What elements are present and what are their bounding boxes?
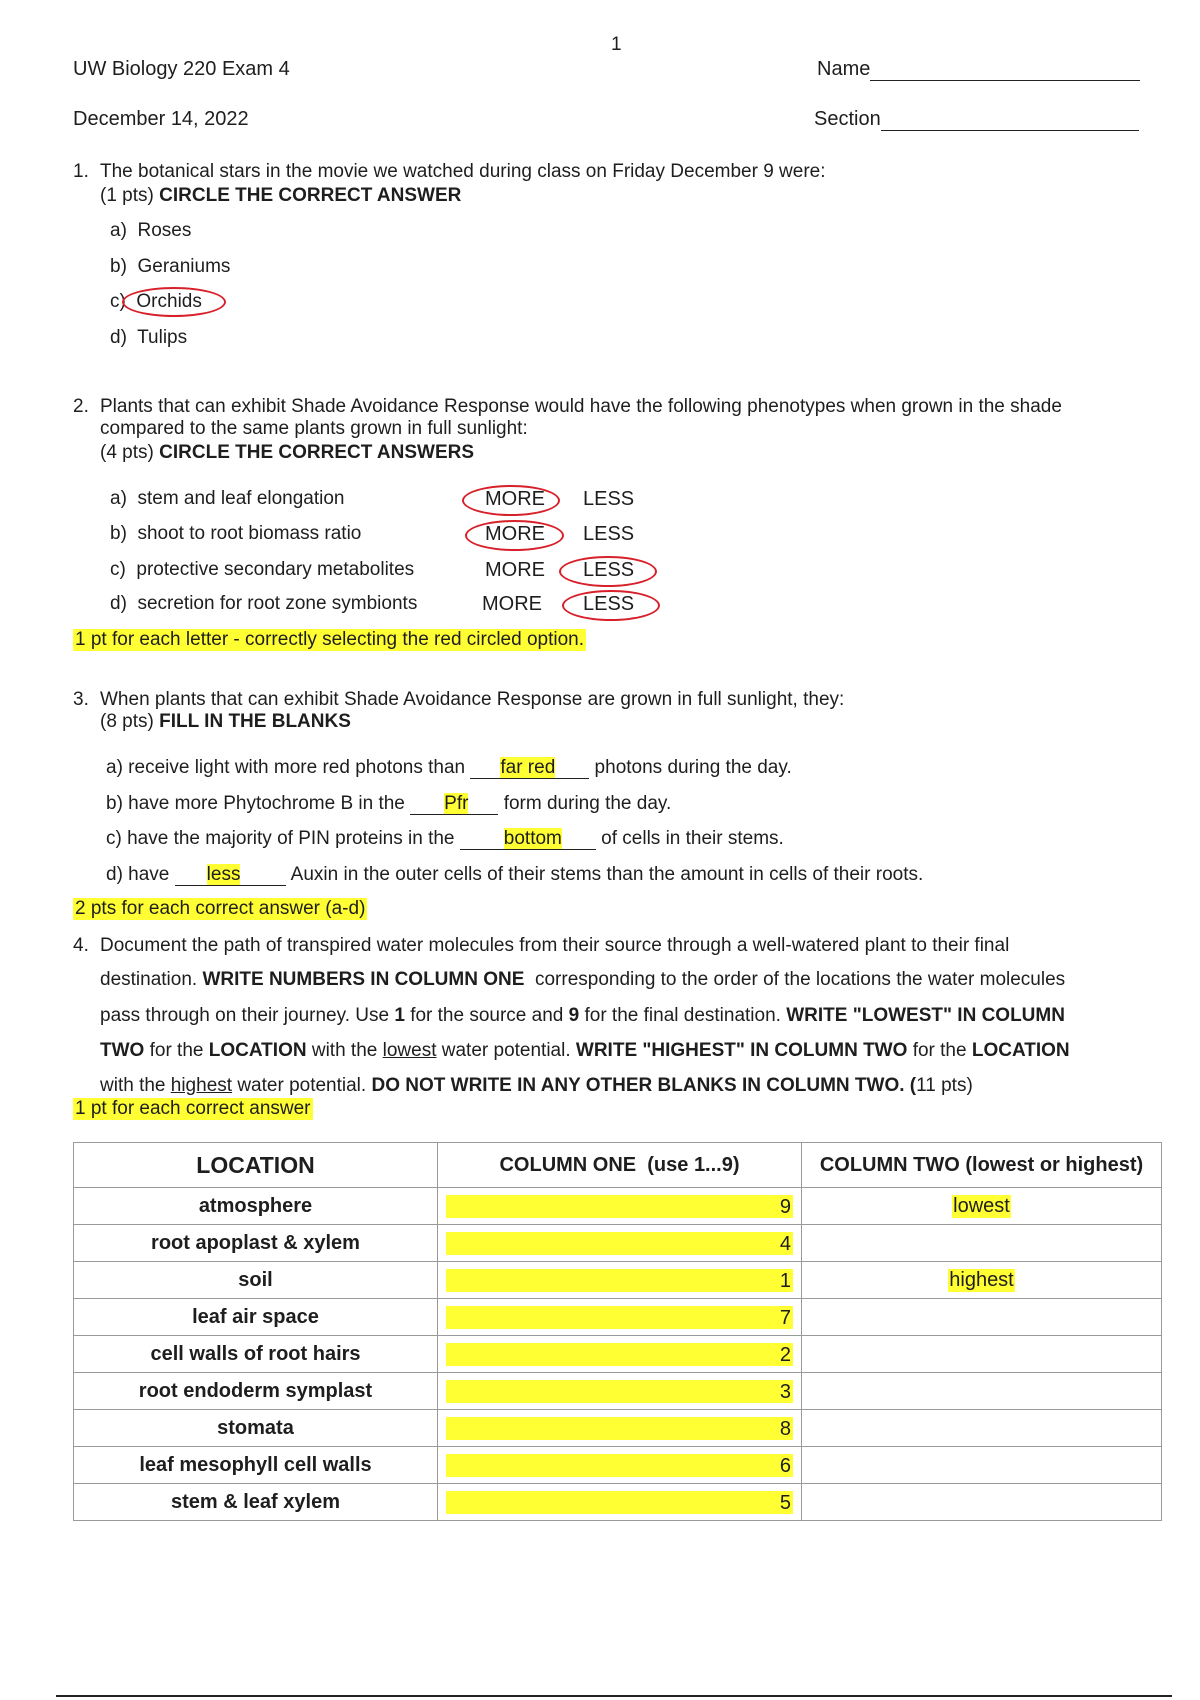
q3-instruction-text: FILL IN THE BLANKS <box>159 711 351 732</box>
q2b-less[interactable]: LESS <box>583 523 635 545</box>
q2-number: 2. <box>73 396 89 417</box>
q1-option-b[interactable] <box>110 256 230 278</box>
q3d-answer: less <box>206 864 241 885</box>
table-row <box>74 1262 1162 1299</box>
q4-text: 11 pts) <box>916 1075 973 1096</box>
q2-text-line1: Plants that can exhibit Shade Avoidance Response would have the following phenotypes when grown in the shade <box>100 396 1062 417</box>
q2-instruction <box>100 442 474 464</box>
column-two-cell[interactable] <box>802 1336 1162 1373</box>
q1-instruction-text: CIRCLE THE CORRECT ANSWER <box>159 185 462 206</box>
location-cell: stem & leaf xylem <box>74 1484 438 1521</box>
q2-grading-note: 1 pt for each letter - correctly selecting the red circled option. <box>75 629 585 650</box>
q1-number: 1. <box>73 161 89 182</box>
q4-underlined: highest <box>170 1075 233 1096</box>
column-two-cell[interactable] <box>802 1225 1162 1262</box>
column-two-cell[interactable] <box>802 1299 1162 1336</box>
q3-item-b <box>106 793 671 815</box>
q4-text: for the source and <box>410 1005 564 1026</box>
q4-bold: LOCATION <box>971 1040 1070 1061</box>
table-row <box>74 1373 1162 1410</box>
table-header-row <box>74 1143 1162 1188</box>
location-cell: atmosphere <box>74 1188 438 1225</box>
q4-bold: TWO <box>100 1040 145 1061</box>
q4-line-2 <box>100 969 1065 991</box>
q3a-suffix: photons during the day. <box>589 757 792 778</box>
location-cell: leaf air space <box>74 1299 438 1336</box>
q3-instruction <box>100 711 351 733</box>
q2c-less[interactable]: LESS <box>583 559 635 581</box>
q4-text: water potential. <box>237 1075 367 1096</box>
option-text: Geraniums <box>137 256 231 277</box>
q2-instruction-text: CIRCLE THE CORRECT ANSWERS <box>159 442 475 463</box>
item-text: protective secondary metabolites <box>136 559 415 580</box>
item-letter: d) <box>110 593 127 614</box>
column-one-value: 2 <box>446 1343 793 1366</box>
water-path-table <box>73 1142 1162 1521</box>
q3-item-d <box>106 864 923 886</box>
q4-line-5 <box>100 1075 973 1097</box>
column-one-cell[interactable] <box>438 1188 802 1225</box>
location-cell: leaf mesophyll cell walls <box>74 1447 438 1484</box>
section-blank[interactable] <box>881 110 1139 131</box>
column-one-value: 1 <box>446 1269 793 1292</box>
item-letter: b) <box>110 523 127 544</box>
q4-line-1: Document the path of transpired water molecules from their source through a well-watered plant to their final <box>100 935 1010 956</box>
q4-text: corresponding to the order of the locations the water molecules <box>534 969 1066 990</box>
page-bottom-rule <box>56 1695 1172 1697</box>
option-text: Roses <box>137 220 192 241</box>
q3d-suffix: Auxin in the outer cells of their stems than the amount in cells of their roots. <box>286 864 924 885</box>
q4-text: water potential. <box>441 1040 571 1061</box>
q4-text: for the final destination. <box>584 1005 781 1026</box>
q1-option-d[interactable] <box>110 327 187 349</box>
column-one-cell[interactable] <box>438 1262 802 1299</box>
option-letter: b) <box>110 256 127 277</box>
option-letter: c) <box>110 291 126 312</box>
column-one-value: 9 <box>446 1195 793 1218</box>
header-column-two: COLUMN TWO (lowest or highest) <box>802 1143 1162 1188</box>
location-cell: soil <box>74 1262 438 1299</box>
q3c-suffix: of cells in their stems. <box>595 828 784 849</box>
page-number: 1 <box>611 34 622 55</box>
q3b-blank[interactable] <box>410 794 498 815</box>
q1-option-a[interactable] <box>110 220 191 242</box>
q2a-more[interactable]: MORE <box>485 488 545 510</box>
q4-text: for the <box>912 1040 967 1061</box>
q2c-answer-circle <box>559 556 657 587</box>
q4-text: with the <box>100 1075 166 1096</box>
item-text: secretion for root zone symbionts <box>137 593 418 614</box>
q4-text: pass through on their journey. Use <box>100 1005 390 1026</box>
column-one-value: 5 <box>446 1491 793 1514</box>
q1-text: The botanical stars in the movie we watched during class on Friday December 9 were: <box>100 161 826 182</box>
q3-item-c <box>106 828 784 850</box>
q4-line-4 <box>100 1040 1070 1062</box>
column-one-cell[interactable] <box>438 1447 802 1484</box>
column-two-cell[interactable] <box>802 1410 1162 1447</box>
q2b-answer-circle <box>465 520 564 551</box>
table-row <box>74 1484 1162 1521</box>
q2a-less[interactable]: LESS <box>583 488 635 510</box>
q4-grading-note: 1 pt for each correct answer <box>75 1098 311 1119</box>
location-cell: root apoplast & xylem <box>74 1225 438 1262</box>
column-one-value: 6 <box>446 1454 793 1477</box>
column-one-value: 4 <box>446 1232 793 1255</box>
column-one-cell[interactable] <box>438 1410 802 1447</box>
q4-text: destination. <box>100 969 198 990</box>
q1-instruction <box>100 185 461 207</box>
column-two-cell[interactable] <box>802 1484 1162 1521</box>
column-one-cell[interactable] <box>438 1484 802 1521</box>
q3b-prefix: b) have more Phytochrome B in the <box>106 793 411 814</box>
q2d-less[interactable]: LESS <box>583 593 635 615</box>
q4-text: for the <box>149 1040 204 1061</box>
location-cell: root endoderm symplast <box>74 1373 438 1410</box>
table-row <box>74 1225 1162 1262</box>
option-text: Orchids <box>136 291 202 312</box>
q3c-blank[interactable] <box>460 829 596 850</box>
q4-line-3 <box>100 1005 1065 1027</box>
item-text: shoot to root biomass ratio <box>137 523 362 544</box>
name-label: Name <box>817 58 871 80</box>
q2a-answer-circle <box>462 485 560 516</box>
column-one-cell[interactable] <box>438 1225 802 1262</box>
item-letter: a) <box>110 488 127 509</box>
q4-bold: LOCATION <box>208 1040 307 1061</box>
header-column-one: COLUMN ONE (use 1...9) <box>438 1143 802 1188</box>
option-letter: d) <box>110 327 127 348</box>
name-field[interactable] <box>817 58 1140 81</box>
q4-bold: 9 <box>568 1005 580 1026</box>
item-text: stem and leaf elongation <box>137 488 345 509</box>
column-two-cell[interactable] <box>802 1447 1162 1484</box>
q3a-answer: far red <box>500 757 556 778</box>
column-one-cell[interactable] <box>438 1299 802 1336</box>
table-row <box>74 1410 1162 1447</box>
q4-bold: DO NOT WRITE IN ANY OTHER BLANKS IN COLUMN TWO. ( <box>371 1075 917 1096</box>
column-one-value: 7 <box>446 1306 793 1329</box>
q4-bold: WRITE "LOWEST" IN COLUMN <box>786 1005 1065 1026</box>
table-row <box>74 1336 1162 1373</box>
q4-underlined: lowest <box>382 1040 437 1061</box>
table-row <box>74 1299 1162 1336</box>
q3c-prefix: c) have the majority of PIN proteins in the <box>106 828 460 849</box>
q3-number: 3. <box>73 689 89 710</box>
option-letter: a) <box>110 220 127 241</box>
q3d-prefix: d) have <box>106 864 175 885</box>
exam-date: December 14, 2022 <box>73 108 249 130</box>
option-text: Tulips <box>137 327 188 348</box>
q2b-more[interactable]: MORE <box>485 523 545 545</box>
exam-title: UW Biology 220 Exam 4 <box>73 58 290 80</box>
section-field[interactable] <box>814 108 1139 131</box>
item-letter: c) <box>110 559 126 580</box>
q4-bold: WRITE "HIGHEST" IN COLUMN TWO <box>575 1040 908 1061</box>
q4-number: 4. <box>73 935 89 956</box>
q3b-suffix: form during the day. <box>498 793 672 814</box>
q2d-answer-circle <box>562 590 660 621</box>
q3a-blank[interactable] <box>470 758 589 779</box>
q2-points: (4 pts) <box>100 442 154 463</box>
q3-points: (8 pts) <box>100 711 154 732</box>
q2d-more[interactable]: MORE <box>482 593 542 615</box>
q2c-more[interactable]: MORE <box>485 559 545 581</box>
column-two-cell[interactable] <box>802 1188 1162 1225</box>
q1-points: (1 pts) <box>100 185 154 206</box>
q4-bold: WRITE NUMBERS IN COLUMN ONE <box>202 969 525 990</box>
column-two-cell[interactable] <box>802 1373 1162 1410</box>
q1-answer-circle <box>122 287 226 317</box>
q3-text: When plants that can exhibit Shade Avoidance Response are grown in full sunlight, they: <box>100 689 845 710</box>
column-two-value: lowest <box>953 1194 1010 1217</box>
table-row <box>74 1188 1162 1225</box>
name-blank[interactable] <box>870 60 1140 81</box>
column-two-value: highest <box>949 1268 1014 1291</box>
q3-grading-note: 2 pts for each correct answer (a-d) <box>75 898 366 919</box>
column-one-value: 3 <box>446 1380 793 1403</box>
table-row <box>74 1447 1162 1484</box>
q3d-blank[interactable] <box>175 865 287 886</box>
q3a-prefix: a) receive light with more red photons than <box>106 757 471 778</box>
header-location: LOCATION <box>74 1143 438 1188</box>
q3-item-a <box>106 757 792 779</box>
q4-text: with the <box>311 1040 378 1061</box>
column-one-cell[interactable] <box>438 1373 802 1410</box>
section-label: Section <box>814 108 881 130</box>
q3c-answer: bottom <box>503 828 562 849</box>
column-two-cell[interactable] <box>802 1262 1162 1299</box>
column-one-cell[interactable] <box>438 1336 802 1373</box>
q2-text-line2: compared to the same plants grown in full sunlight: <box>100 418 528 439</box>
q3b-answer: Pfr <box>444 793 469 814</box>
location-cell: cell walls of root hairs <box>74 1336 438 1373</box>
location-cell: stomata <box>74 1410 438 1447</box>
column-one-value: 8 <box>446 1417 793 1440</box>
q4-bold: 1 <box>394 1005 405 1026</box>
